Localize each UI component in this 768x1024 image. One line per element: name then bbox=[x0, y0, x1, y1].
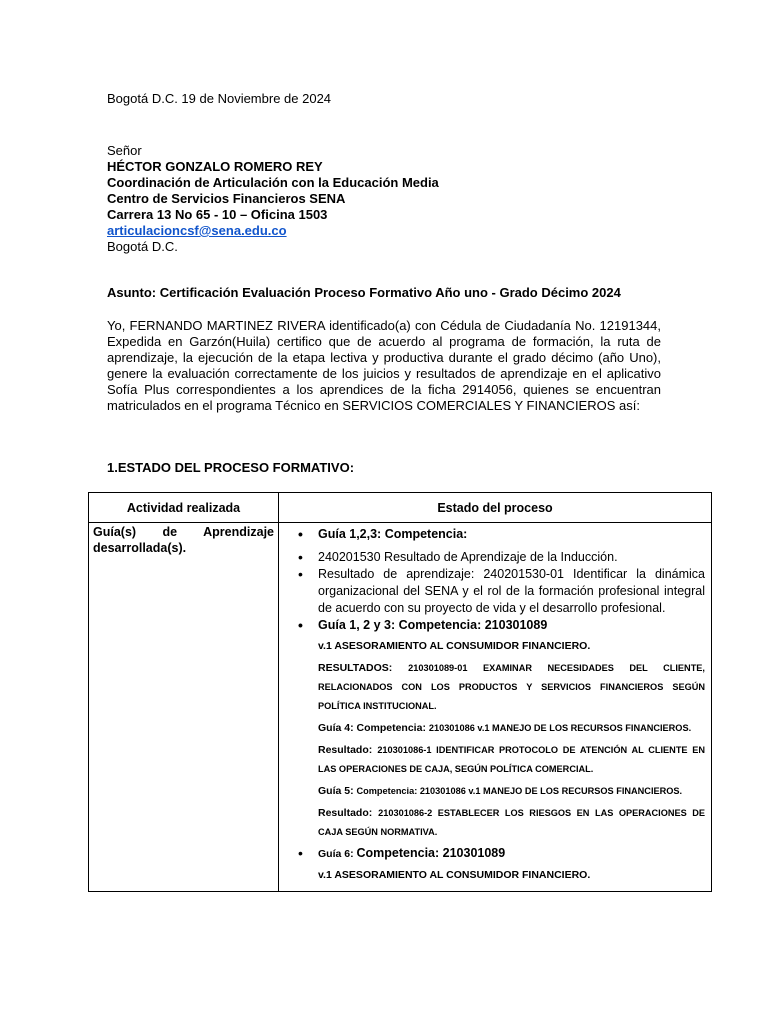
process-text: v.1 ASESORAMIENTO AL CONSUMIDOR FINANCIERO. bbox=[318, 640, 591, 652]
recipient-department: Coordinación de Articulación con la Educación Media bbox=[107, 175, 439, 190]
process-text: 210301086 v.1 MANEJO DE LOS RECURSOS FINANCIEROS. bbox=[428, 723, 692, 733]
list-item: • Guía 1, 2 y 3: Competencia: 210301089 bbox=[285, 617, 705, 634]
table-header-row bbox=[89, 493, 712, 523]
recipient-address: Carrera 13 No 65 - 10 – Oficina 1503 bbox=[107, 207, 328, 222]
header-activity: Actividad realizada bbox=[89, 493, 279, 523]
recipient-email-link[interactable]: articulacioncsf@sena.edu.co bbox=[107, 223, 287, 238]
process-text: Competencia: 210301089 bbox=[356, 846, 506, 860]
header-process-status: Estado del proceso bbox=[279, 493, 712, 523]
process-label: Resultado: bbox=[318, 807, 379, 819]
process-label: Resultado: bbox=[318, 744, 378, 756]
process-label: RESULTADOS: bbox=[318, 662, 409, 674]
activity-cell: Guía(s) de Aprendizaje desarrollada(s). bbox=[89, 523, 279, 892]
process-label: Guía 5: bbox=[318, 785, 357, 797]
list-item: • Guía 1,2,3: Competencia: bbox=[285, 526, 705, 543]
list-item: • 240201530 Resultado de Aprendizaje de la Inducción. bbox=[285, 549, 705, 566]
body-paragraph: Yo, FERNANDO MARTINEZ RIVERA identificado(a) con Cédula de Ciudadanía No. 12191344, Expedida en Garzón(Huila) certifico que de acuerdo al programa de formación, la ruta de aprendizaje, la ejecución de la etapa lectiva y productiva durante el grado décimo (año Uno), genere la evaluación correctamente de los juicios y resultados de aprendizaje en el aplicativo Sofía Plus correspondientes a los aprendices de la ficha 2914056, quienes se encuentran matriculados en el programa Técnico en SERVICIOS COMERCIALES Y FINANCIEROS así: bbox=[107, 318, 661, 413]
list-item: • Resultado de aprendizaje: 240201530-01 Identificar la dinámica organizacional del SENA y el rol de la formación profesional integral de acuerdo con su proyecto de vida y el desarrollo profesional. bbox=[285, 566, 705, 617]
process-label: Guía 4: Competencia: bbox=[318, 722, 429, 734]
process-text: 210301086-1 IDENTIFICAR PROTOCOLO DE ATENCIÓN AL CLIENTE EN LAS OPERACIONES DE CAJA, SEGÚN POLÍTICA COMERCIAL. bbox=[318, 745, 706, 774]
process-text: v.1 ASESORAMIENTO AL CONSUMIDOR FINANCIERO. bbox=[318, 869, 591, 881]
process-label: Guía 6: bbox=[318, 848, 357, 860]
salutation: Señor bbox=[107, 143, 142, 158]
recipient-block bbox=[107, 143, 439, 255]
list-item bbox=[285, 844, 705, 864]
letter-date: Bogotá D.C. 19 de Noviembre de 2024 bbox=[107, 91, 332, 106]
process-text: Competencia: 210301086 v.1 MANEJO DE LOS RECURSOS FINANCIEROS. bbox=[356, 786, 683, 796]
subject-line: Asunto: Certificación Evaluación Proceso Formativo Año uno - Grado Décimo 2024 bbox=[107, 285, 621, 300]
process-cell bbox=[279, 523, 712, 892]
recipient-center: Centro de Servicios Financieros SENA bbox=[107, 191, 346, 206]
recipient-name: HÉCTOR GONZALO ROMERO REY bbox=[107, 159, 323, 174]
recipient-city: Bogotá D.C. bbox=[107, 239, 178, 254]
process-text: 210301089-01 EXAMINAR NECESIDADES DEL CLIENTE, RELACIONADOS CON LOS PRODUCTOS Y SERVICIOS FINANCIEROS SEGÚN POLÍTICA INSTITUCIONAL. bbox=[318, 663, 705, 711]
section-title: 1.ESTADO DEL PROCESO FORMATIVO: bbox=[107, 460, 355, 475]
process-status-table bbox=[88, 492, 712, 892]
process-text: 210301086-2 ESTABLECER LOS RIESGOS EN LAS OPERACIONES DE CAJA SEGÚN NORMATIVA. bbox=[318, 808, 706, 837]
table-row bbox=[89, 523, 712, 892]
